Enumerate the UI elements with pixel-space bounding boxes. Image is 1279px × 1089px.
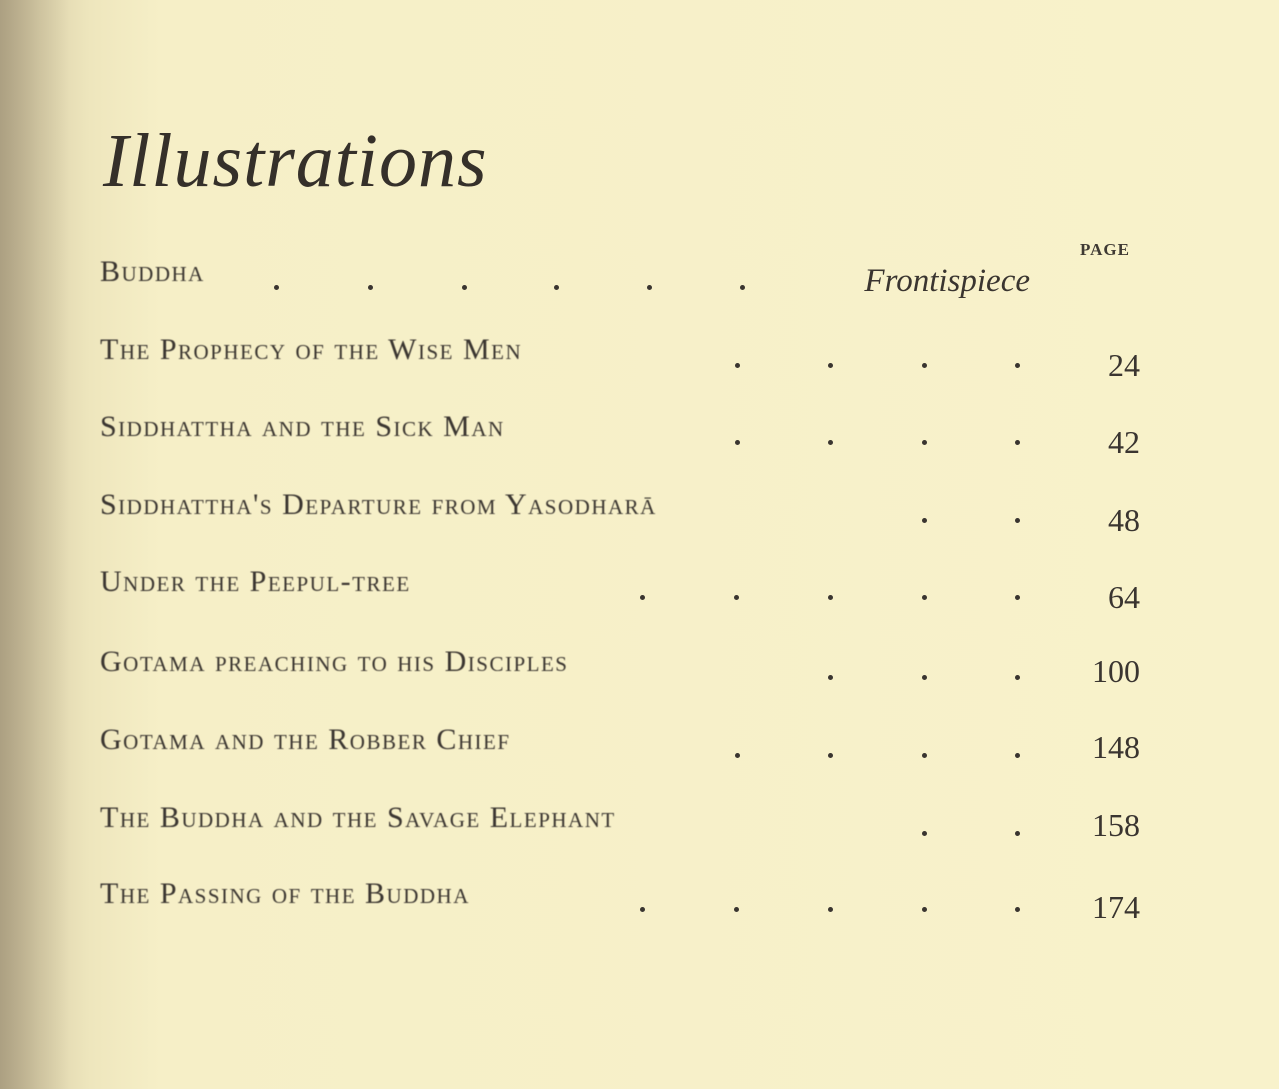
list-item (100, 801, 1140, 841)
entry-ref: 42 (1108, 424, 1140, 460)
leader-dot (922, 675, 927, 680)
entry-title: Gotama and the Robber Chief (100, 723, 511, 756)
leader-dot (922, 831, 927, 836)
leader-dot (1015, 675, 1020, 680)
leader-dot (922, 753, 927, 758)
leader-dot (1015, 753, 1020, 758)
leader-dot (1015, 518, 1020, 523)
leader-dot (922, 595, 927, 600)
entry-ref: 174 (1092, 889, 1140, 925)
leader-dot (274, 285, 279, 290)
leader-dot (734, 595, 739, 600)
leader-dot (554, 285, 559, 290)
leader-dot (1015, 907, 1020, 912)
leader-dot (828, 675, 833, 680)
list-item (100, 333, 1140, 383)
leader-dot (740, 285, 745, 290)
leader-dot (1015, 363, 1020, 368)
entry-ref: Frontispiece (864, 263, 1030, 299)
entry-ref: 148 (1092, 729, 1140, 765)
entry-title: Siddhattha's Departure from Yasodharā (100, 488, 657, 521)
page-column-label: PAGE (1080, 240, 1130, 259)
page-title: Illustrations (103, 119, 488, 203)
list-item (100, 565, 1140, 615)
entry-title: Under the Peepul-tree (100, 565, 411, 598)
leader-dot (735, 363, 740, 368)
entry-ref: 24 (1108, 347, 1140, 383)
leader-dot (922, 440, 927, 445)
leader-dot (1015, 595, 1020, 600)
entry-title: The Buddha and the Savage Elephant (100, 801, 616, 834)
entry-title: Buddha (100, 255, 205, 288)
list-item (100, 255, 1140, 299)
leader-dot (922, 518, 927, 523)
entry-title: The Passing of the Buddha (100, 877, 470, 910)
entry-title: The Prophecy of the Wise Men (100, 333, 523, 366)
list-item (100, 410, 1140, 460)
leader-dot (1015, 440, 1020, 445)
list-item (100, 488, 1140, 538)
leader-dot (828, 363, 833, 368)
list-item (100, 877, 1140, 925)
list-item (100, 645, 1140, 689)
gutter-shadow (0, 0, 70, 1089)
entry-ref: 100 (1092, 653, 1140, 689)
leader-dot (368, 285, 373, 290)
leader-dot (734, 907, 739, 912)
leader-dot (828, 595, 833, 600)
leader-dot (922, 363, 927, 368)
entry-title: Gotama preaching to his Disciples (100, 645, 569, 678)
entry-ref: 48 (1108, 502, 1140, 538)
entry-ref: 158 (1092, 807, 1140, 843)
leader-dot (1015, 831, 1020, 836)
entry-title: Siddhattha and the Sick Man (100, 410, 505, 443)
leader-dot (828, 440, 833, 445)
leader-dot (640, 907, 645, 912)
leader-dot (735, 753, 740, 758)
entry-ref: 64 (1108, 579, 1140, 615)
leader-dot (647, 285, 652, 290)
list-item (100, 723, 1140, 763)
leader-dot (462, 285, 467, 290)
leader-dot (640, 595, 645, 600)
leader-dot (828, 907, 833, 912)
leader-dot (828, 753, 833, 758)
leader-dot (735, 440, 740, 445)
leader-dot (922, 907, 927, 912)
